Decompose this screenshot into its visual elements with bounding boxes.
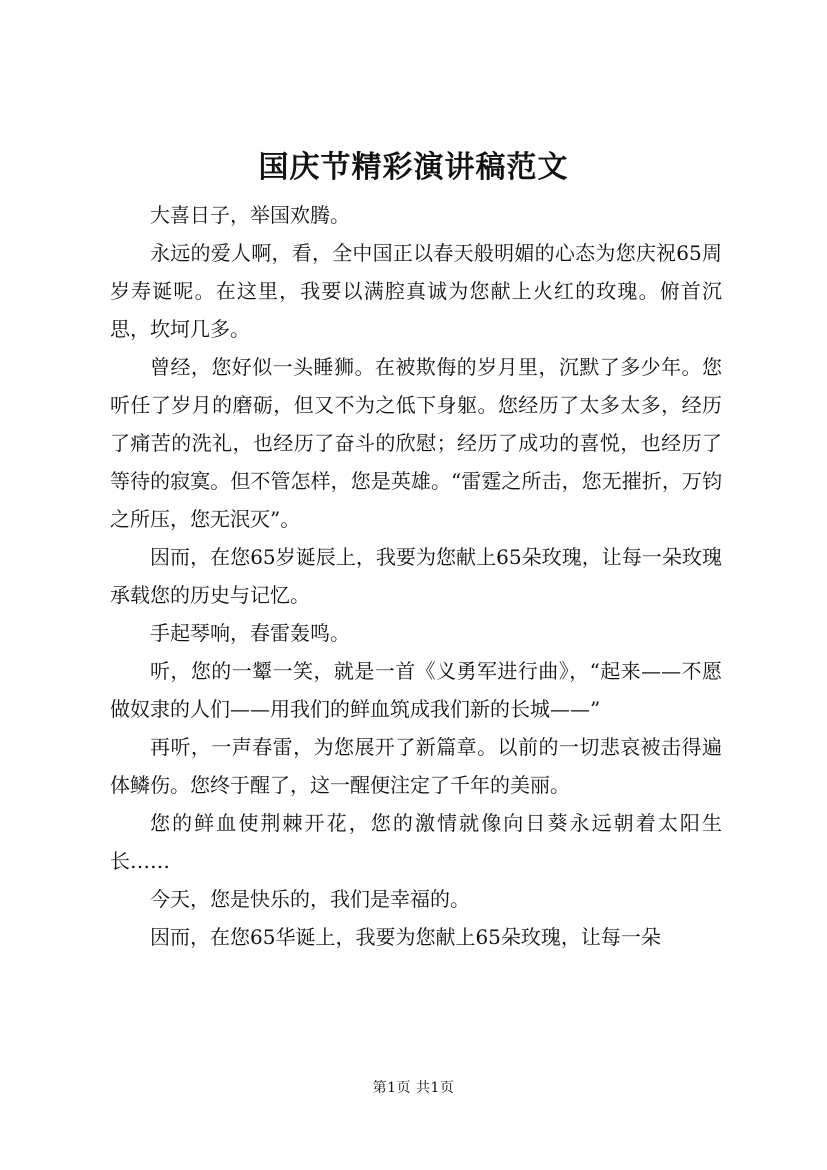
document-body xyxy=(110,196,722,956)
paragraph: 大喜日子，举国欢腾。 xyxy=(150,203,350,227)
paragraph: 听，您的一颦一笑，就是一首《义勇军进行曲》，“起来——不愿做奴隶的人们——用我们的鲜血筑成我们新的长城——” xyxy=(110,659,722,721)
page-number-footer: 第1页 共1页 xyxy=(372,1080,455,1096)
document-title: 国庆节精彩演讲稿范文 xyxy=(258,150,569,185)
paragraph: 手起琴响，春雷轰鸣。 xyxy=(150,621,350,645)
paragraph: 再听，一声春雷，为您展开了新篇章。以前的一切悲哀被击得遍体鳞伤。您终于醒了，这一醒便注定了千年的美丽。 xyxy=(110,735,722,797)
paragraph: 您的鲜血使荆棘开花，您的激情就像向日葵永远朝着太阳生长…… xyxy=(110,811,722,873)
paragraph: 曾经，您好似一头睡狮。在被欺侮的岁月里，沉默了多少年。您听任了岁月的磨砺，但又不为之低下身躯。您经历了太多太多，经历了痛苦的洗礼，也经历了奋斗的欣慰；经历了成功的喜悦，也经历了等待的寂寞。但不管怎样，您是英雄。“雷霆之所击，您无摧折，万钧之所压，您无泯灭”。 xyxy=(110,355,722,531)
paragraph: 因而，在您65华诞上，我要为您献上65朵玫瑰，让每一朵 xyxy=(150,925,661,949)
paragraph: 今天，您是快乐的，我们是幸福的。 xyxy=(150,887,470,911)
paragraph: 因而，在您65岁诞辰上，我要为您献上65朵玫瑰，让每一朵玫瑰承载您的历史与记忆。 xyxy=(110,545,722,607)
paragraph: 永远的爱人啊，看，全中国正以春天般明媚的心态为您庆祝65周岁寿诞呢。在这里，我要以满腔真诚为您献上火红的玫瑰。俯首沉思，坎坷几多。 xyxy=(110,241,722,341)
